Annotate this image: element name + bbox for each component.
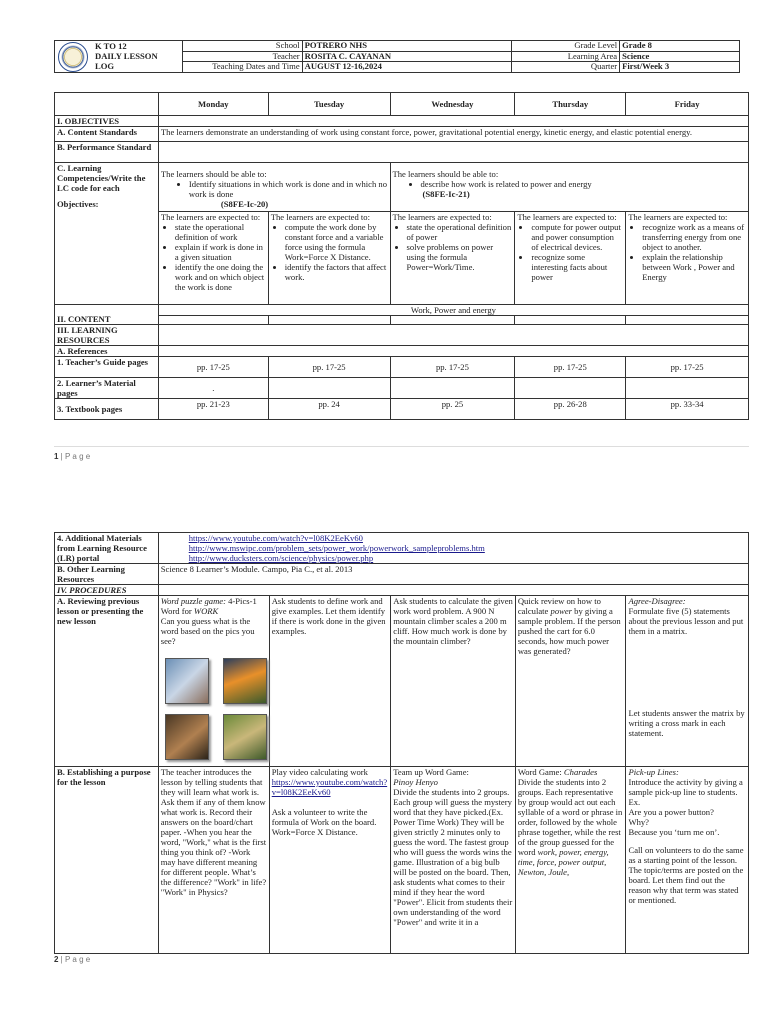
page-separator [54,446,749,447]
competency-intro: The learners should be able to: [392,169,499,179]
area-value: Science [620,51,740,62]
content-label: II. CONTENT [55,305,159,325]
blank-cell [626,378,749,399]
grade-label: Grade Level [512,41,620,52]
puzzle-title: Word puzzle game: [160,596,226,606]
objectives-heading: I. OBJECTIVES [55,116,159,127]
competency-intro: The learners should be able to: [160,169,267,179]
additional-materials-links [158,533,748,564]
activity-title: Agree-Disagree: [628,596,686,606]
objective-item: • explain the relationship between Work , Power and Energy [642,252,746,282]
tg-friday: pp. 17-25 [626,357,749,378]
tb-label: 3. Textbook pages [55,399,159,420]
procedures-heading: IV. PROCEDURES [55,585,159,596]
game-text: Divide the students into 2 groups. Each group will guess the mystery word that they have picked.(Ex. Power Time Work) They will be given strictly 2 minutes only to guess the word. The fastest group who will guess the words wins the game. Illustration of a big bulb will be posted on the board. Then, ask students what comes to their mind if they hear the word "Power". Elicit from students their own understanding of the word "Power" and write it in a [393,787,513,927]
review-emphasis: power [550,606,572,616]
purpose-wednesday [391,767,516,954]
references-label: A. References [55,346,159,357]
tb-monday: pp. 21-23 [158,399,268,420]
blank-cell [158,585,748,596]
objective-item: • identify the one doing the work and on which object the work is done [175,262,266,292]
activity-text: Let students answer the matrix by writing a cross mark in each statement. [628,708,745,738]
game-title: Word Game: [517,767,564,777]
title-line: DAILY LESSON [95,51,158,61]
blank-cell [390,316,515,325]
objective-item: • recognize work as a means of transferring energy from one object to another. [642,222,746,252]
competencies-text: C. Learning Competencies/Write the LC code for each [57,163,146,193]
blank-cell [158,346,748,357]
lm-monday: . [158,378,268,399]
day-tuesday: Tuesday [268,93,390,116]
competency-code: (S8FE-Ic-20) [220,199,269,209]
tb-thursday: pp. 26-28 [515,399,626,420]
objectives-monday [158,212,268,305]
page-sep: | [58,955,65,964]
lesson-table-page1 [54,92,749,420]
objectives-tuesday [268,212,390,305]
blank-cell [158,142,748,163]
school-label: School [182,41,302,52]
objective-item: • compute for power output and power consumption of electrical devices. [531,222,623,252]
example-line: Are you a power button? [628,807,714,817]
activity-title: Pick-up Lines: [628,767,679,777]
link-mswipc[interactable]: http://www.mswipc.com/problem_sets/power_work/powerwork_sampleproblems.htm [188,543,485,553]
objective-intro: The learners are expected to: [517,212,617,222]
objective-intro: The learners are expected to: [628,212,728,222]
day-wednesday: Wednesday [390,93,515,116]
review-text: Quick review on how to calculate [517,596,601,616]
content-standards-value: The learners demonstrate an understanding of work using constant force, power, gravitational potential energy, kinetic energy, and elastic potential energy. [158,127,748,142]
objective-item: • state the operational definition of work [175,222,266,242]
game-subtitle: Charades [563,767,598,777]
tg-label: 1. Teacher’s Guide pages [55,357,159,378]
review-monday [158,596,269,767]
day-friday: Friday [626,93,749,116]
review-text: by giving a sample problem. If the person pushed the cart for 6.0 seconds, how much power was generated? [517,606,621,656]
competencies-label [55,163,159,305]
blank-cell [268,378,390,399]
blank-cell [515,316,626,325]
day-monday: Monday [158,93,268,116]
tb-friday: pp. 33-34 [626,399,749,420]
header-table [54,40,740,73]
other-resources-label: B. Other Learning Resources [55,564,159,585]
puzzle-picture [165,658,209,704]
objective-intro: The learners are expected to: [160,212,261,222]
objective-intro: The learners are expected to: [392,212,492,222]
grade-value: Grade 8 [620,41,740,52]
area-label: Learning Area [512,51,620,62]
puzzle-picture [165,714,209,760]
content-value: Work, Power and energy [158,305,748,316]
school-value: POTRERO NHS [302,41,512,52]
blank-cell [158,116,748,127]
objective-item: • solve problems on power using the formula Power=Work/Time. [407,242,513,272]
game-subtitle: Pinoy Henyo [393,777,438,787]
page-number: 1 [54,452,59,461]
blank-cell [268,316,390,325]
blank-cell [515,378,626,399]
puzzle-question: Can you guess what is the word based on the pics you see? [160,616,255,646]
link-ducksters[interactable]: http://www.ducksters.com/science/physics/power.php [188,553,374,563]
title-line: LOG [95,61,115,71]
page-number: 2 [54,955,59,964]
purpose-thursday [515,767,626,954]
day-thursday: Thursday [515,93,626,116]
teacher-label: Teacher [182,51,302,62]
puzzle-picture [223,658,267,704]
tg-wednesday: pp. 17-25 [390,357,515,378]
objective-item: • state the operational definition of power [407,222,513,242]
review-wednesday: Ask students to calculate the given work word problem. A 900 N mountain climber scales a 200 m cliff. How much work is done by the mountain climber? [391,596,516,767]
example-line: Ex. [628,797,641,807]
activity-text: Introduce the activity by giving a sample pick-up line to students. [628,777,743,797]
activity-text: Formulate five (5) statements about the previous lesson and put them in a matrix. [628,606,744,636]
purpose-text: Ask a volunteer to write the formula of Work on the board. Work=Force X Distance. [271,807,377,837]
page-word: P a g e [64,955,91,964]
teacher-value: ROSITA C. CAYANAN [302,51,512,62]
page-sep: | [58,452,65,461]
resources-heading: III. LEARNING RESOURCES [55,325,159,346]
blank-cell [158,316,268,325]
example-line: Because you ‘turn me on’. [628,827,720,837]
game-text: Divide the students into 2 groups. Each representative by group would act out each syllable of a word or phrase in order, followed by the whole phrase together, while the rest of the group guessed for the word [517,777,623,857]
objective-item: • identify the factors that affect work. [285,262,388,282]
tb-tuesday: pp. 24 [268,399,390,420]
purpose-tuesday [269,767,391,954]
competency-item: • describe how work is related to power and energy [421,179,747,189]
objective-intro: The learners are expected to: [270,212,370,222]
activity-text: Call on volunteers to do the same as a starting point of the lesson. The topic/terms are posted on the board. Let them find out the reason why that term was stated or mentioned. [628,845,744,905]
tb-wednesday: pp. 25 [390,399,515,420]
objectives-wednesday [390,212,515,305]
objectives-label: Objectives: [57,199,99,209]
game-title: Team up Word Game: [393,767,469,777]
four-pics-grid [165,658,267,760]
review-friday [626,596,749,767]
quarter-value: First/Week 3 [620,62,740,73]
quarter-label: Quarter [512,62,620,73]
objective-item: • recognize some interesting facts about power [531,252,623,282]
content-standards-label: A. Content Standards [55,127,159,142]
competency-code: (S8FE-Ic-21) [422,189,470,199]
dates-value: AUGUST 12-16,2024 [302,62,512,73]
title-line: K TO 12 [95,41,127,51]
purpose-label: B. Establishing a purpose for the lesson [55,767,159,954]
blank-cell [55,93,159,116]
page-footer-1 [54,452,90,461]
dll-title [55,41,183,73]
dates-label: Teaching Dates and Time [182,62,302,73]
lm-label: 2. Learner’s Material pages [55,378,159,399]
other-resources-value: Science 8 Learner’s Module. Campo, Pia C., et al. 2013 [158,564,748,585]
objectives-thursday [515,212,626,305]
review-label: A. Reviewing previous lesson or presenting the new lesson [55,596,159,767]
blank-cell [390,378,515,399]
page-footer-2 [54,955,90,964]
example-line: Why? [628,817,649,827]
puzzle-word: WORK [193,606,219,616]
competency-right [390,163,749,212]
purpose-friday [626,767,749,954]
competency-item: • Identify situations in which work is done and in which no work is done [189,179,388,199]
game-words: work, power, energy, time, force, power output, Newton, Joule, [517,847,609,877]
tg-thursday: pp. 17-25 [515,357,626,378]
tg-tuesday: pp. 17-25 [268,357,390,378]
purpose-text: Play video calculating work [271,767,368,777]
page-word: P a g e [64,452,91,461]
objectives-friday [626,212,749,305]
objective-item: • explain if work is done in a given situation [175,242,266,262]
blank-cell [626,316,749,325]
tg-monday: pp. 17-25 [158,357,268,378]
link-video[interactable]: https://www.youtube.com/watch?v=l08K2EeKv60 [271,777,388,797]
additional-materials-label: 4. Additional Materials from Learning Resource (LR) portal [55,533,159,564]
review-tuesday: Ask students to define work and give examples. Let them identify if there is work done in the given examples. [269,596,391,767]
lesson-table-page2 [54,532,749,954]
blank-cell [158,325,748,346]
link-youtube[interactable]: https://www.youtube.com/watch?v=l08K2EeKv60 [188,533,363,543]
competency-left [158,163,390,212]
review-thursday [515,596,626,767]
puzzle-subtitle: 4-Pics-1 Word for [160,596,257,616]
purpose-monday: The teacher introduces the lesson by telling students that they will learn what work is. Ask them if any of them know what work is. Record their answers on the board/chart paper. -When you hear the word, "Work," what is the first thing you think of? -Work may have different meaning for different people. What’s the difference? "Work" in life? "Work" in Physics? [158,767,269,954]
puzzle-picture [223,714,267,760]
objective-item: • compute the work done by constant force and a variable force using the formula Work=Force X Distance. [285,222,388,262]
performance-standard-label: B. Performance Standard [55,142,159,163]
